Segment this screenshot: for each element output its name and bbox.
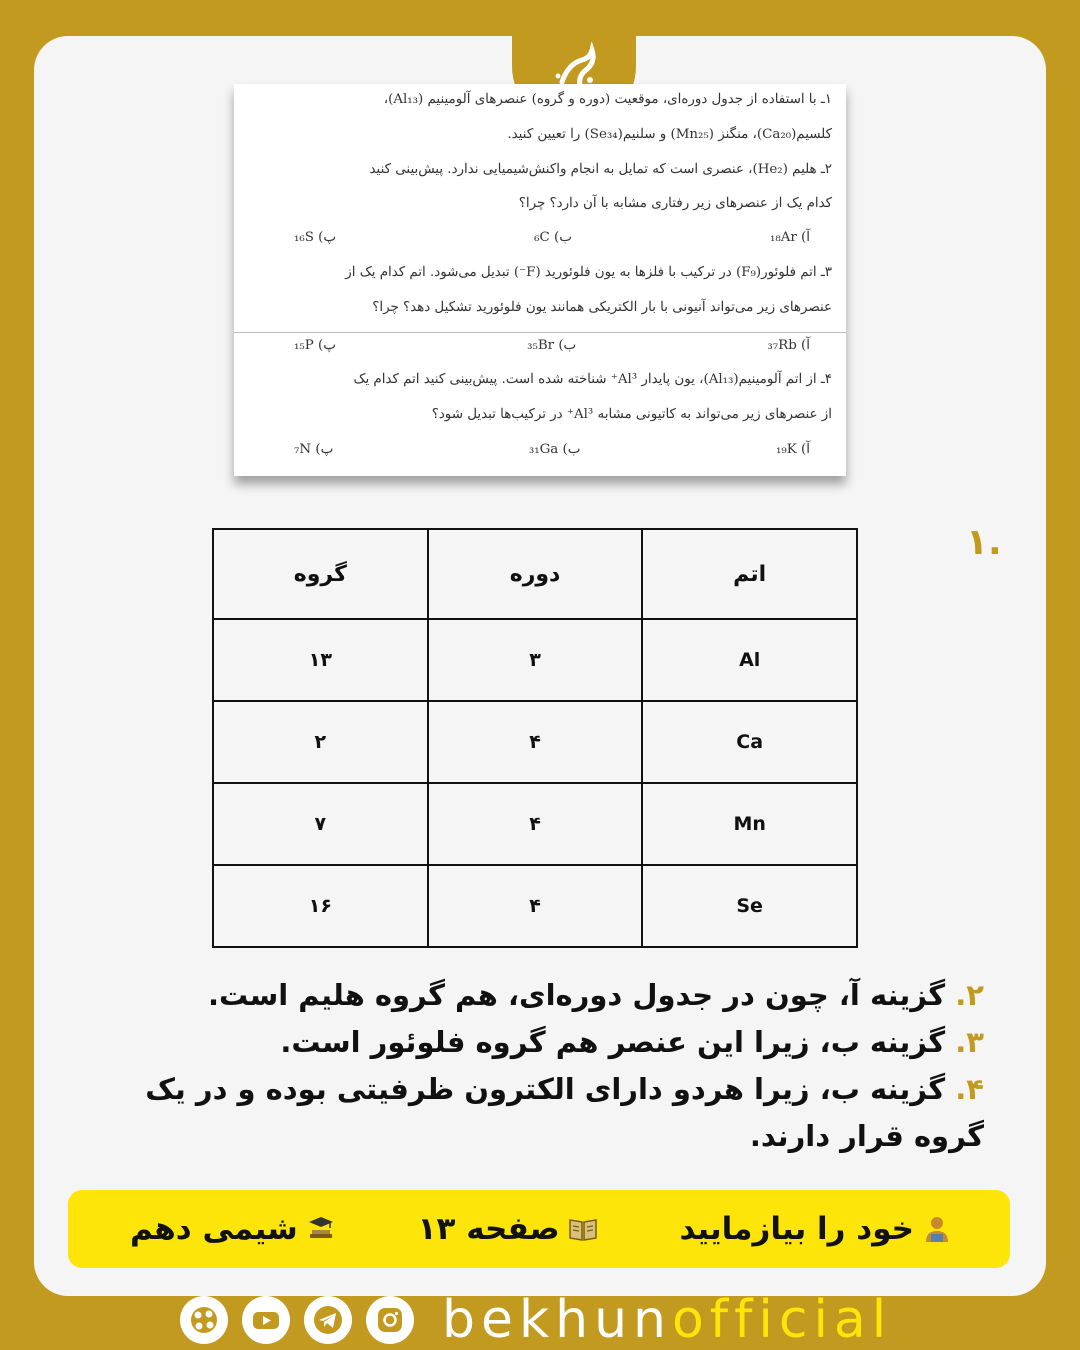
cell-atom: Ca xyxy=(642,701,857,783)
handle-part-1: bekhun xyxy=(442,1290,672,1350)
cell-group: ۷ xyxy=(213,783,428,865)
answer-text: گزینه ب، زیرا این عنصر هم گروه فلوئور است. xyxy=(280,1025,956,1059)
header-period: دوره xyxy=(428,529,643,619)
textbook-line: کلسیم(Ca₂₀)، منگنز (Mn₂₅) و سلنیم(Se₃₄) را تعیین کنید. xyxy=(507,127,832,142)
answer-text: گزینه ب، زیرا هردو دارای الکترون ظرفیتی بوده و در یک گروه قرار دارند. xyxy=(145,1072,984,1153)
option: ب) ₃₁Ga xyxy=(528,442,581,457)
banner-section xyxy=(679,1211,952,1247)
option: ب) ₆C xyxy=(534,230,572,245)
banner-page-label: صفحه ۱۳ xyxy=(417,1211,560,1247)
textbook-excerpt xyxy=(234,84,846,476)
option: پ) ₁₆S xyxy=(294,230,337,245)
option: آ) ₁₉K xyxy=(776,442,810,457)
header-group: گروه xyxy=(213,529,428,619)
scan-divider xyxy=(234,332,846,333)
table-row xyxy=(213,619,857,701)
answer-number: ۳. xyxy=(955,1025,984,1059)
answer-1-number: ۱. xyxy=(966,522,1002,563)
q4-options xyxy=(294,442,810,457)
textbook-line: کدام یک از عنصرهای زیر رفتاری مشابه با آن دارد؟ چرا؟ xyxy=(518,196,832,211)
answers-list xyxy=(104,972,984,1160)
cell-group: ۲ xyxy=(213,701,428,783)
banner-page xyxy=(418,1211,598,1247)
textbook-line: ۳ـ اتم فلوئور(F₉) در ترکیب با فلزها به یون فلوئورید (F⁻) تبدیل می‌شود. اتم کدام یک از xyxy=(345,265,832,280)
cell-atom: Al xyxy=(642,619,857,701)
table-header-row xyxy=(213,529,857,619)
q2-options xyxy=(294,230,810,245)
textbook-line: عنصرهای زیر می‌تواند آنیونی با بار الکتریکی همانند یون فلوئورید تشکیل دهد؟ چرا؟ xyxy=(372,300,832,315)
graduation-books-icon xyxy=(306,1214,336,1244)
elements-table xyxy=(212,528,858,948)
youtube-icon[interactable] xyxy=(242,1296,290,1344)
table-row xyxy=(213,701,857,783)
textbook-line: از عنصرهای زیر می‌تواند به کاتیونی مشابه Al³⁺ در ترکیب‌ها تبدیل شود؟ xyxy=(431,407,832,422)
answer-item xyxy=(104,972,984,1019)
option: آ) ₁₈Ar xyxy=(769,230,810,245)
telegram-icon[interactable] xyxy=(304,1296,352,1344)
option: پ) ₁₅P xyxy=(294,338,336,353)
cell-group: ۱۳ xyxy=(213,619,428,701)
footer-banner xyxy=(68,1190,1010,1268)
cell-period: ۴ xyxy=(428,783,643,865)
banner-course xyxy=(130,1211,336,1247)
cell-period: ۴ xyxy=(428,865,643,947)
cell-atom: Mn xyxy=(642,783,857,865)
answer-text: گزینه آ، چون در جدول دوره‌ای، هم گروه هلیم است. xyxy=(208,978,956,1012)
banner-course-label: شیمی دهم xyxy=(130,1211,298,1247)
answer-item xyxy=(104,1066,984,1160)
textbook-line: ۱ـ با استفاده از جدول دوره‌ای، موقعیت (دوره و گروه) عنصرهای آلومینیم (Al₁₃)، xyxy=(383,92,832,107)
cell-period: ۳ xyxy=(428,619,643,701)
banner-section-label: خود را بیازمایید xyxy=(679,1211,914,1247)
table-row xyxy=(213,865,857,947)
student-icon xyxy=(922,1214,952,1244)
option: آ) ₃₇Rb xyxy=(767,338,810,353)
cell-period: ۴ xyxy=(428,701,643,783)
cell-atom: Se xyxy=(642,865,857,947)
cell-group: ۱۶ xyxy=(213,865,428,947)
option: ب) ₃₅Br xyxy=(527,338,577,353)
answer-number: ۲. xyxy=(955,978,984,1012)
answer-item xyxy=(104,1019,984,1066)
textbook-line: ۲ـ هلیم (He₂)، عنصری است که تمایل به انجام واکنش‌شیمیایی ندارد. پیش‌بینی کنید xyxy=(369,162,832,177)
social-bar xyxy=(180,1292,892,1348)
instagram-icon[interactable] xyxy=(366,1296,414,1344)
header-atom: اتم xyxy=(642,529,857,619)
social-handle xyxy=(442,1290,892,1350)
option: پ) ₇N xyxy=(294,442,334,457)
q3-options xyxy=(294,338,810,353)
answer-number: ۴. xyxy=(955,1072,984,1106)
table-row xyxy=(213,783,857,865)
handle-part-2: official xyxy=(671,1290,893,1350)
textbook-line: ۴ـ از اتم آلومینیم(Al₁₃)، یون پایدار Al³⁺ شناخته شده است. پیش‌بینی کنید اتم کدام یک xyxy=(353,372,832,387)
open-book-icon xyxy=(568,1214,598,1244)
aparat-icon[interactable] xyxy=(180,1296,228,1344)
